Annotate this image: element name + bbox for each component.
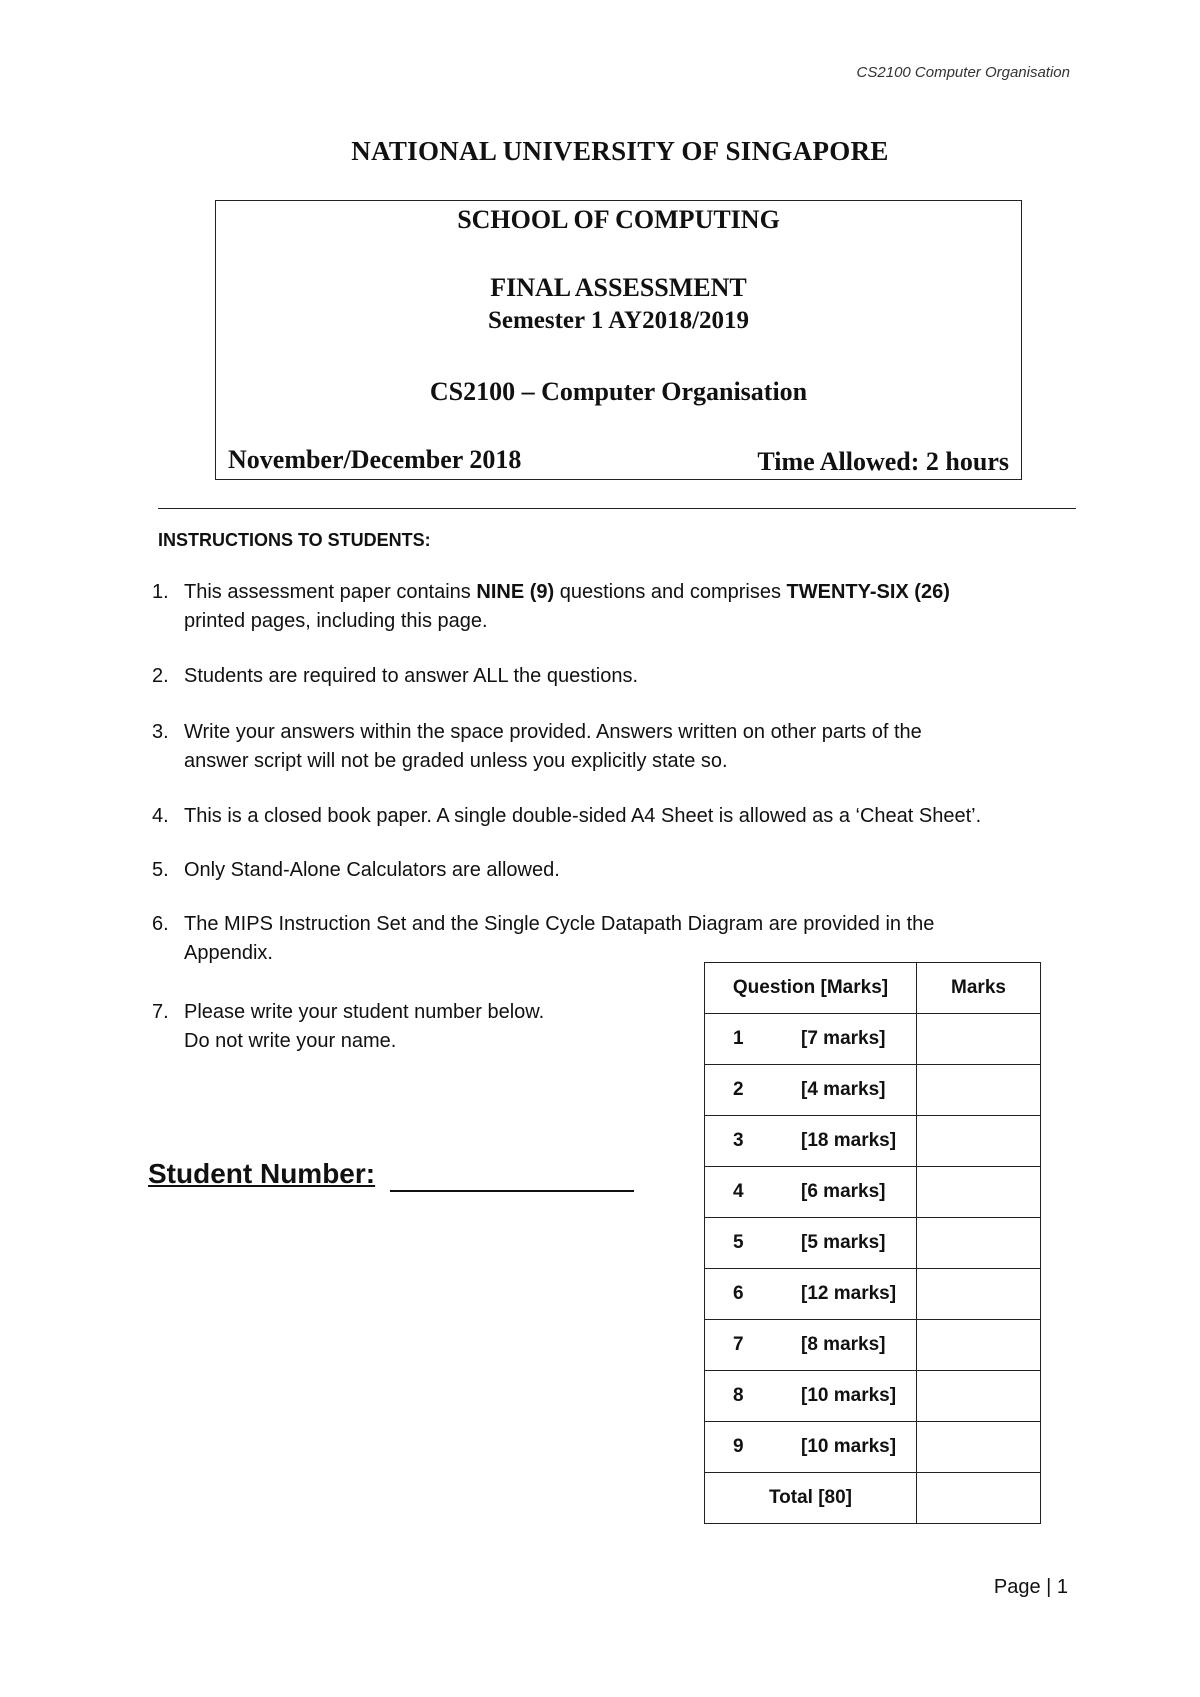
question-marks: [6 marks] xyxy=(801,1181,886,1202)
instruction-item-1 xyxy=(152,578,1092,636)
instruction-number: 6. xyxy=(152,913,169,935)
page-number: Page | 1 xyxy=(993,1576,1068,1598)
question-number: 5 xyxy=(733,1232,744,1253)
instruction-number: 2. xyxy=(152,665,169,687)
instruction-text: Only Stand-Alone Calculators are allowed. xyxy=(184,859,560,881)
header-course-note: CS2100 Computer Organisation xyxy=(856,64,1070,81)
header-question-marks: Question [Marks] xyxy=(705,963,917,1014)
time-allowed: Time Allowed: 2 hours xyxy=(757,447,1009,476)
instruction-text: Please write your student number below. Do not write your name. xyxy=(184,1001,545,1052)
table-row xyxy=(705,1014,1041,1065)
question-cell xyxy=(705,1167,917,1218)
question-number: 2 xyxy=(733,1079,744,1100)
question-number: 1 xyxy=(733,1028,744,1049)
title-box xyxy=(215,200,1022,480)
marks-entry-cell[interactable] xyxy=(917,1167,1041,1218)
question-number: 3 xyxy=(733,1130,744,1151)
divider xyxy=(158,508,1076,509)
question-marks: [12 marks] xyxy=(801,1283,897,1304)
table-row xyxy=(705,1371,1041,1422)
marks-table xyxy=(704,962,1041,1524)
question-cell xyxy=(705,1116,917,1167)
instruction-item-3 xyxy=(152,718,1092,776)
instruction-text: This is a closed book paper. A single double-sided A4 Sheet is allowed as a ‘Cheat Sheet’. xyxy=(184,805,982,827)
total-marks-entry-cell[interactable] xyxy=(917,1473,1041,1524)
instruction-number: 1. xyxy=(152,581,169,603)
table-row xyxy=(705,1218,1041,1269)
question-number: 7 xyxy=(733,1334,744,1355)
question-cell xyxy=(705,1269,917,1320)
instruction-text: Students are required to answer ALL the questions. xyxy=(184,665,638,687)
instruction-text: This assessment paper contains NINE (9) questions and comprises TWENTY-SIX (26) printed pages, including this page. xyxy=(184,581,950,632)
instruction-item-5 xyxy=(152,856,1092,885)
table-row xyxy=(705,1422,1041,1473)
question-number: 9 xyxy=(733,1436,744,1457)
student-number-label: Student Number: xyxy=(148,1158,376,1189)
instruction-item-6 xyxy=(152,910,1092,968)
total-row xyxy=(705,1473,1041,1524)
question-marks: [7 marks] xyxy=(801,1028,886,1049)
question-marks: [5 marks] xyxy=(801,1232,886,1253)
question-number: 6 xyxy=(733,1283,744,1304)
school-name: SCHOOL OF COMPUTING xyxy=(457,205,780,234)
instruction-number: 3. xyxy=(152,721,169,743)
instruction-number: 5. xyxy=(152,859,169,881)
semester: Semester 1 AY2018/2019 xyxy=(487,307,750,334)
table-row xyxy=(705,1167,1041,1218)
question-marks: [18 marks] xyxy=(801,1130,897,1151)
question-marks: [10 marks] xyxy=(801,1385,897,1406)
question-cell xyxy=(705,1218,917,1269)
total-label: Total [80] xyxy=(705,1473,917,1524)
question-number: 4 xyxy=(733,1181,744,1202)
question-marks: [4 marks] xyxy=(801,1079,886,1100)
marks-entry-cell[interactable] xyxy=(917,1371,1041,1422)
table-row xyxy=(705,1116,1041,1167)
table-row xyxy=(705,1320,1041,1371)
question-marks: [10 marks] xyxy=(801,1436,897,1457)
student-number-field[interactable] xyxy=(390,1190,634,1192)
marks-entry-cell[interactable] xyxy=(917,1269,1041,1320)
question-cell xyxy=(705,1422,917,1473)
question-marks: [8 marks] xyxy=(801,1334,886,1355)
course-title: CS2100 – Computer Organisation xyxy=(429,377,808,406)
marks-entry-cell[interactable] xyxy=(917,1014,1041,1065)
marks-entry-cell[interactable] xyxy=(917,1422,1041,1473)
question-cell xyxy=(705,1371,917,1422)
question-cell xyxy=(705,1320,917,1371)
table-header-row xyxy=(705,963,1041,1014)
marks-entry-cell[interactable] xyxy=(917,1116,1041,1167)
instruction-item-7 xyxy=(152,998,632,1056)
instruction-number: 4. xyxy=(152,805,169,827)
table-row xyxy=(705,1065,1041,1116)
university-title: NATIONAL UNIVERSITY OF SINGAPORE xyxy=(351,136,889,166)
instruction-item-4 xyxy=(152,802,1092,831)
marks-entry-cell[interactable] xyxy=(917,1065,1041,1116)
exam-date: November/December 2018 xyxy=(228,445,522,474)
marks-entry-cell[interactable] xyxy=(917,1320,1041,1371)
assessment-type: FINAL ASSESSMENT xyxy=(490,273,747,302)
instructions-heading: INSTRUCTIONS TO STUDENTS: xyxy=(158,530,431,550)
question-cell xyxy=(705,1065,917,1116)
instruction-item-2 xyxy=(152,662,1092,691)
question-cell xyxy=(705,1014,917,1065)
instruction-text: The MIPS Instruction Set and the Single Cycle Datapath Diagram are provided in the Appendix. xyxy=(184,913,935,964)
table-row xyxy=(705,1269,1041,1320)
instruction-text: Write your answers within the space provided. Answers written on other parts of the answer script will not be graded unless you explicitly state so. xyxy=(184,721,922,772)
question-number: 8 xyxy=(733,1385,744,1406)
header-marks: Marks xyxy=(917,963,1041,1014)
instruction-number: 7. xyxy=(152,1001,169,1023)
marks-entry-cell[interactable] xyxy=(917,1218,1041,1269)
